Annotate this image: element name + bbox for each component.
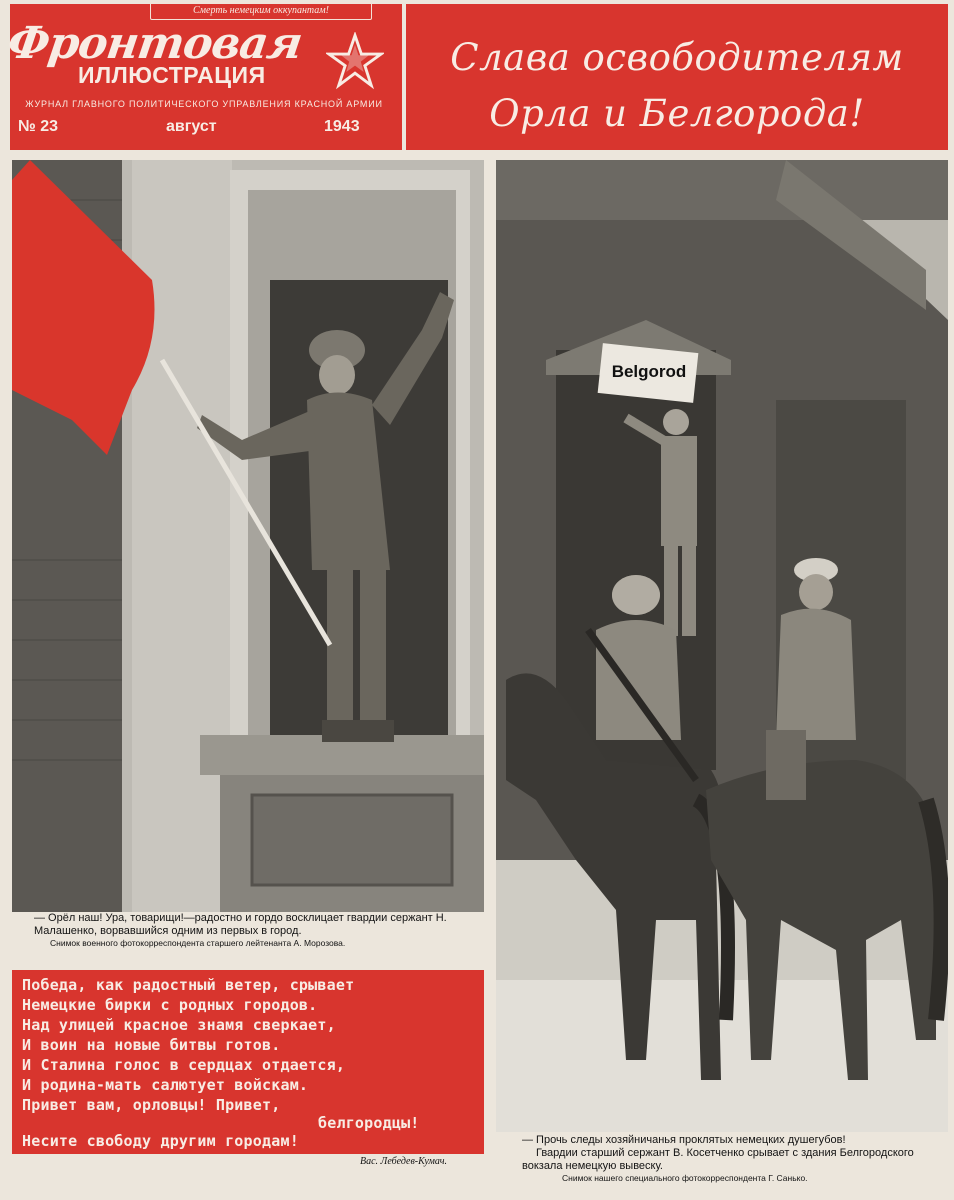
photo-soldier-with-flag (12, 160, 484, 912)
cover-slogan (406, 30, 948, 142)
poem-author: Вас. Лебедев-Кумач. (360, 1156, 448, 1167)
issue-year: 1943 (324, 118, 360, 135)
belgorod-sign: Belgorod (611, 362, 687, 381)
issue-number: № 23 (18, 118, 59, 135)
poem-block (12, 970, 484, 1154)
poem-line: И воин на новые битвы готов. (22, 1036, 281, 1054)
poem-line: белгородцы! (318, 1114, 420, 1132)
caption-left-text: — Орёл наш! Ура, товарищи!—радостно и гордо восклицает гвардии сержант Н. Малашенко, ворвавшийся одним из первых в город. (34, 912, 447, 937)
slogan-line1: Слава освободителям (450, 36, 904, 79)
caption-left-credit: Снимок военного фотокорреспондента старшего лейтенанта А. Морозова. (50, 938, 346, 948)
poem-line: Привет вам, орловцы! Привет, (22, 1096, 281, 1114)
poem-line: И Сталина голос в сердцах отдается, (22, 1056, 346, 1074)
issue-month: август (166, 118, 217, 135)
magazine-title-line1: Фронтовая (4, 18, 305, 69)
caption-right-text-2: Гвардии старший сержант В. Косетченко срывает с здания Белгородского вокзала немецкую вывеску. (522, 1147, 914, 1172)
masthead-motto: Смерть немецким оккупантам! (150, 2, 372, 20)
caption-right-text-1: — Прочь следы хозяйничанья проклятых немецких душегубов! (522, 1134, 846, 1146)
photo-soldier-illustration (12, 160, 484, 912)
caption-right-credit: Снимок нашего специального фотокорреспондента Г. Санько. (562, 1173, 808, 1183)
poem-line: Победа, как радостный ветер, срывает (22, 976, 355, 994)
slogan-line2: Орла и Белгорода! (489, 92, 865, 135)
caption-right (522, 1134, 942, 1184)
issue-info (18, 118, 378, 140)
poem-line: И родина-мать салютует войскам. (22, 1076, 309, 1094)
red-star-icon (326, 32, 384, 90)
magazine-subtitle: ЖУРНАЛ ГЛАВНОГО ПОЛИТИЧЕСКОГО УПРАВЛЕНИЯ КРАСНОЙ АРМИИ (25, 99, 383, 109)
photo-cavalry-at-station (496, 160, 948, 1132)
magazine-title-line2: ИЛЛЮСТРАЦИЯ (78, 62, 266, 88)
poem-line: Немецкие бирки с родных городов. (22, 996, 318, 1014)
poem-line: Несите свободу другим городам! (22, 1132, 299, 1150)
poem-line: Над улицей красное знамя сверкает, (22, 1016, 336, 1034)
caption-left (34, 912, 478, 949)
photo-cavalry-illustration (496, 160, 948, 1132)
